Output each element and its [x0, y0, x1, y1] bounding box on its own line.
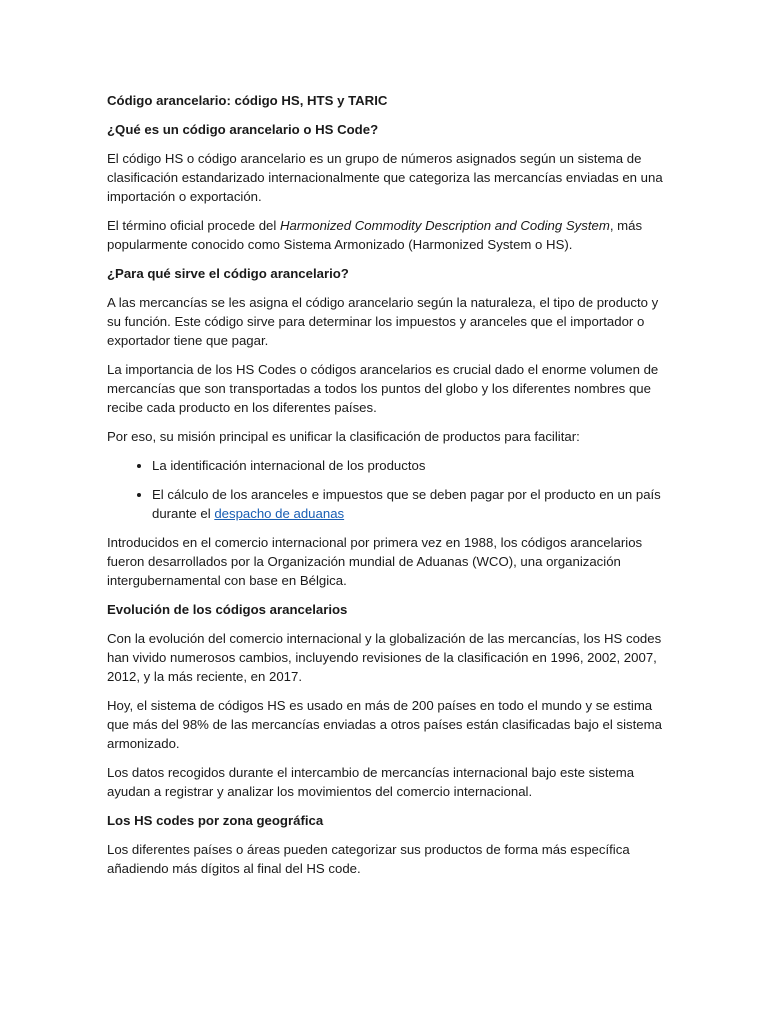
paragraph-official-term-tail: , más popularmente conocido como Sistema Armonizado (Harmonized System o HS). [107, 218, 643, 252]
paragraph-assignment: A las mercancías se les asigna el código arancelario según la naturaleza, el tipo de producto y su función. Este código sirve para determinar los impuestos y aranceles que el importador o exportador tiene que pagar. [107, 295, 659, 348]
paragraph-introduction: Introducidos en el comercio internacional por primera vez en 1988, los códigos arancelarios fueron desarrollados por la Organización mundial de Aduanas (WCO), una organización intergubernamental con base en Bélgica. [107, 535, 643, 588]
paragraph-official-term-lead: El término oficial procede del [107, 218, 280, 233]
bullet-item-calculation [152, 485, 668, 523]
paragraph-official-term [107, 216, 668, 254]
section-heading-purpose: ¿Para qué sirve el código arancelario? [107, 266, 349, 281]
paragraph-extra-digits: Los diferentes países o áreas pueden categorizar sus productos de forma más específica añadiendo más dígitos al final del HS code. [107, 842, 630, 876]
bullet-item-calculation-text: El cálculo de los aranceles e impuestos que se deben pagar por el producto en un país durante el [152, 487, 661, 521]
bullet-list [107, 456, 668, 523]
official-term-italic: Harmonized Commodity Description and Coding System [280, 218, 610, 233]
paragraph-importance: La importancia de los HS Codes o códigos arancelarios es crucial dado el enorme volumen de mercancías que son transportadas a todos los puntos del globo y los diferentes nombres que recibe cada producto en los diferentes países. [107, 362, 659, 415]
document-title: Código arancelario: código HS, HTS y TARIC [107, 93, 388, 108]
bullet-item-identification [152, 456, 668, 475]
section-heading-what-is: ¿Qué es un código arancelario o HS Code? [107, 122, 379, 137]
section-heading-evolution: Evolución de los códigos arancelarios [107, 602, 348, 617]
section-heading-geography: Los HS codes por zona geográfica [107, 813, 324, 828]
paragraph-mission: Por eso, su misión principal es unificar la clasificación de productos para facilitar: [107, 429, 580, 444]
paragraph-revisions: Con la evolución del comercio internacional y la globalización de las mercancías, los HS codes han vivido numerosos cambios, incluyendo revisiones de la clasificación en 1996, 2002, 2007, 2012, y la más reciente, en 2017. [107, 631, 662, 684]
customs-clearance-link[interactable]: despacho de aduanas [214, 506, 345, 521]
paragraph-definition: El código HS o código arancelario es un grupo de números asignados según un sistema de clasificación estandarizado internacionalmente que categoriza las mercancías enviadas en una importación o exportación. [107, 151, 663, 204]
bullet-item-identification-text: La identificación internacional de los productos [152, 458, 426, 473]
paragraph-usage: Hoy, el sistema de códigos HS es usado en más de 200 países en todo el mundo y se estima que más del 98% de las mercancías enviadas a otros países están clasificadas bajo el sistema armonizado. [107, 698, 662, 751]
paragraph-data-collection: Los datos recogidos durante el intercambio de mercancías internacional bajo este sistema ayudan a registrar y analizar los movimientos del comercio internacional. [107, 765, 635, 799]
